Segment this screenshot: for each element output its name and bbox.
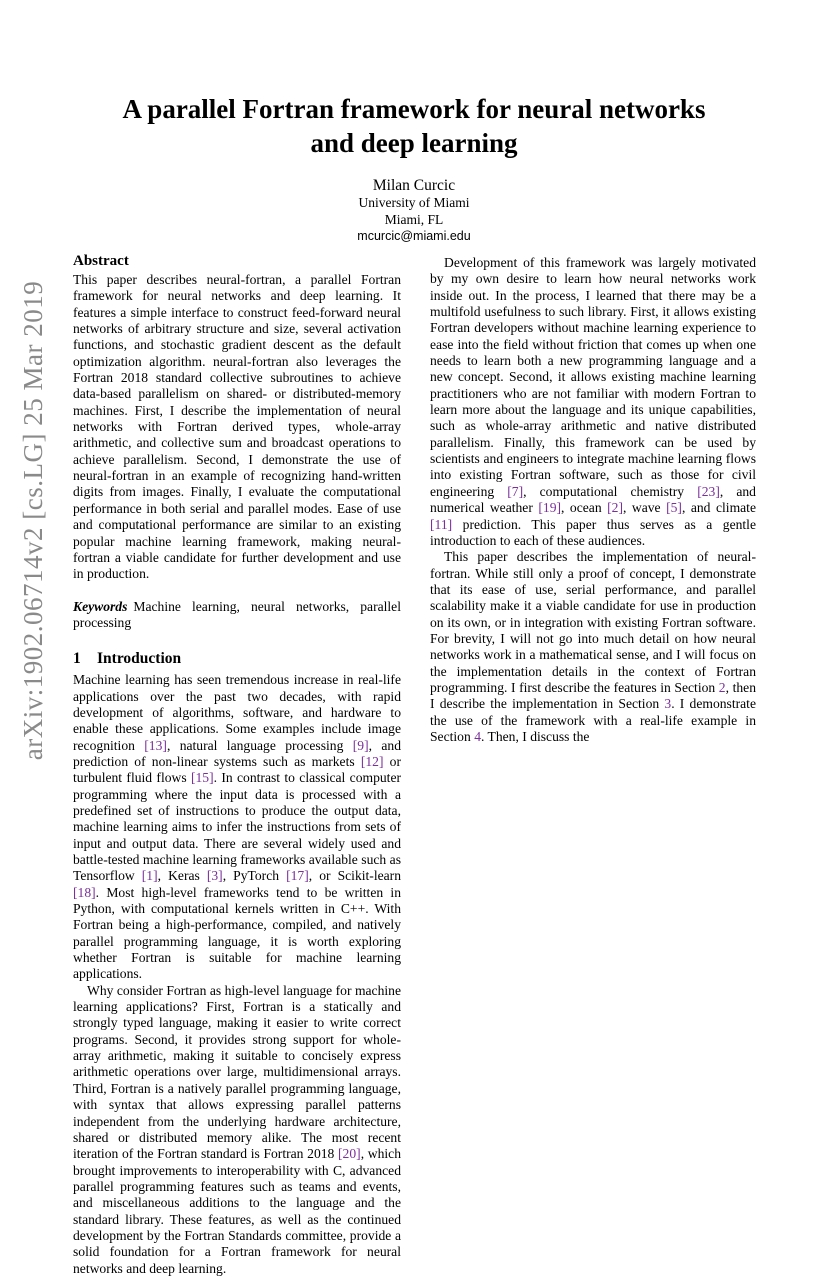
author-email: mcurcic@miami.edu — [357, 229, 471, 243]
text-run: , or Scikit-learn — [308, 868, 401, 884]
paper-title — [60, 92, 768, 160]
right-column — [430, 255, 756, 745]
text-run: , which brought improvements to interoperability with C, advanced parallel programming features such as teams and events, and miscellaneous additions to the language and the standard library. These features, as well as the continued development by the Fortran Standards committee, provide a solid foundation for a Fortran framework for neural networks and deep learning. — [73, 1146, 401, 1276]
section-link[interactable]: 3 — [664, 696, 672, 712]
keywords-text: Machine learning, neural networks, parallel processing — [73, 598, 401, 630]
text-run: , natural language processing — [166, 737, 353, 753]
citation-link[interactable]: [1] — [141, 868, 158, 884]
keywords — [73, 599, 401, 632]
text-run: Why consider Fortran as high-level language for machine learning applications? First, Fortran is a statically and strongly typed language, making it easier to write correct programs. Second, it provides strong support for whole-array arithmetic, making it suitable to concisely express arithmetic operations over large, multidimensional arrays. Third, Fortran is a natively parallel programming language, with syntax that allows expressing parallel patterns independent from the underlying hardware architecture, shared or distributed memory alike. The most recent iteration of the Fortran standard is Fortran 2018 — [73, 982, 401, 1162]
arxiv-identifier-text: arXiv:1902.06714v2 [cs.LG] 25 Mar 2019 — [18, 280, 49, 760]
text-run: , and climate — [681, 500, 756, 516]
abstract-heading: Abstract — [73, 253, 129, 269]
section-link[interactable]: 2 — [718, 679, 726, 695]
section-link[interactable]: 4 — [474, 728, 481, 744]
intro-paragraph-3 — [430, 255, 756, 549]
text-run: , computational chemistry — [523, 483, 698, 499]
text-run: , Keras — [157, 868, 207, 884]
citation-link[interactable]: [13] — [144, 737, 167, 753]
text-run: , wave — [623, 500, 667, 516]
text-run: Development of this framework was largely motivated by my own desire to learn how neural networks work inside out. In the process, I learned that there may be a multifold usefulness to such library. First, it allows existing Fortran developers without machine learning experience to ease into the field without friction that comes up when one needs to learn both a new programming language and a new concept. Second, it allows existing machine learning practitioners who are not familiar with modern Fortran to learn more about the language and its unique capabilities, such as whole-array arithmetic and native distributed parallelism. Finally, this framework can be used by scientists and engineers to integrate machine learning flows into existing Fortran software, such as those for civil engineering — [430, 255, 756, 499]
author-block — [214, 176, 614, 245]
citation-link[interactable]: [11] — [430, 516, 453, 532]
paper-title-line-1: A parallel Fortran framework for neural networks — [122, 94, 706, 124]
text-run: Machine learning has seen tremendous increase in real-life applications over the past two decades, with rapid development of algorithms, software, and hardware to enable these applications. Some examples include image recognition — [73, 672, 401, 753]
text-run: , ocean — [561, 500, 608, 516]
text-run: This paper describes the implementation of neural-fortran. While still only a proof of concept, I demonstrate that its ease of use, serial performance, and parallel scalability make it a viable candidate for use in production on its own, or in integration with existing Fortran software. For brevity, I will not go into much detail on how neural networks work in a mathematical sense, and I will focus on the implementation details in the context of Fortran programming. I first describe the features in Section — [430, 549, 756, 695]
text-run: . Then, I discuss the — [480, 728, 590, 744]
intro-paragraph-4 — [430, 549, 756, 745]
keywords-label: Keywords — [73, 598, 128, 614]
section-title: Introduction — [97, 650, 182, 668]
section-heading-introduction — [73, 649, 401, 668]
citation-link[interactable]: [5] — [666, 500, 682, 516]
text-run: , and prediction of non-linear systems such as markets — [73, 737, 401, 769]
text-run: or turbulent fluid flows — [73, 753, 401, 786]
intro-paragraph-2 — [73, 983, 401, 1277]
citation-link[interactable]: [12] — [360, 753, 384, 769]
intro-paragraph-1 — [73, 672, 401, 983]
citation-link[interactable]: [2] — [607, 500, 623, 516]
paper-title-line-2: and deep learning — [310, 128, 518, 158]
arxiv-identifier-stamp — [14, 280, 54, 760]
abstract-text: This paper describes neural-fortran, a parallel Fortran framework for neural networks and deep learning. It features a simple interface to construct feed-forward neural networks of arbitrary structure and size, several activation functions, and stochastic gradient descent as the default optimization algorithm. neural-fortran also leverages the Fortran 2018 standard collective subroutines to achieve data-based parallelism on shared- or distributed-memory machines. First, I describe the implementation of neural networks with Fortran derived types, whole-array arithmetic, and collective sum and broadcast operations to achieve parallelism. Second, I demonstrate the use of neural-fortran in an example of recognizing hand-written digits from images. Finally, I evaluate the computational performance in both serial and parallel modes. Ease of use and computational performance are similar to an existing popular machine learning framework, making neural-fortran a viable candidate for further development and use in production. — [73, 272, 401, 582]
citation-link[interactable]: [18] — [73, 884, 96, 900]
citation-link[interactable]: [15] — [190, 770, 214, 786]
text-run: . In contrast to classical computer programming where the input data is processed with a predefined set of instructions to produce the output data, machine learning aims to infer the instructions from sets of input and output data. There are several widely used and battle-tested machine learning frameworks available such as Tensorflow — [73, 770, 402, 884]
citation-link[interactable]: [17] — [286, 868, 309, 884]
citation-link[interactable]: [9] — [352, 737, 369, 753]
text-run: , then I describe the implementation in Section — [430, 679, 756, 712]
text-run: , PyTorch — [222, 868, 287, 884]
text-run: . Most high-level frameworks tend to be written in Python, with computational kernels written in C++. With Fortran being a high-performance, compiled, and natively parallel programming language, it is worth exploring whether Fortran is suitable for machine learning applications. — [73, 884, 401, 982]
citation-link[interactable]: [20] — [338, 1146, 361, 1162]
text-run: , and numerical weather — [430, 483, 756, 516]
author-location: Miami, FL — [384, 211, 444, 227]
section-number: 1 — [73, 650, 81, 668]
author-name: Milan Curcic — [372, 177, 456, 194]
citation-link[interactable]: [7] — [507, 483, 524, 499]
citation-link[interactable]: [19] — [538, 500, 562, 516]
left-column — [73, 252, 401, 1277]
text-run: prediction. This paper thus serves as a gentle introduction to each of these audiences. — [430, 516, 756, 548]
citation-link[interactable]: [23] — [697, 483, 720, 499]
text-run: . I demonstrate the use of the framework with a real-life example in Section — [430, 696, 756, 744]
author-affiliation: University of Miami — [358, 195, 470, 210]
citation-link[interactable]: [3] — [206, 868, 223, 884]
